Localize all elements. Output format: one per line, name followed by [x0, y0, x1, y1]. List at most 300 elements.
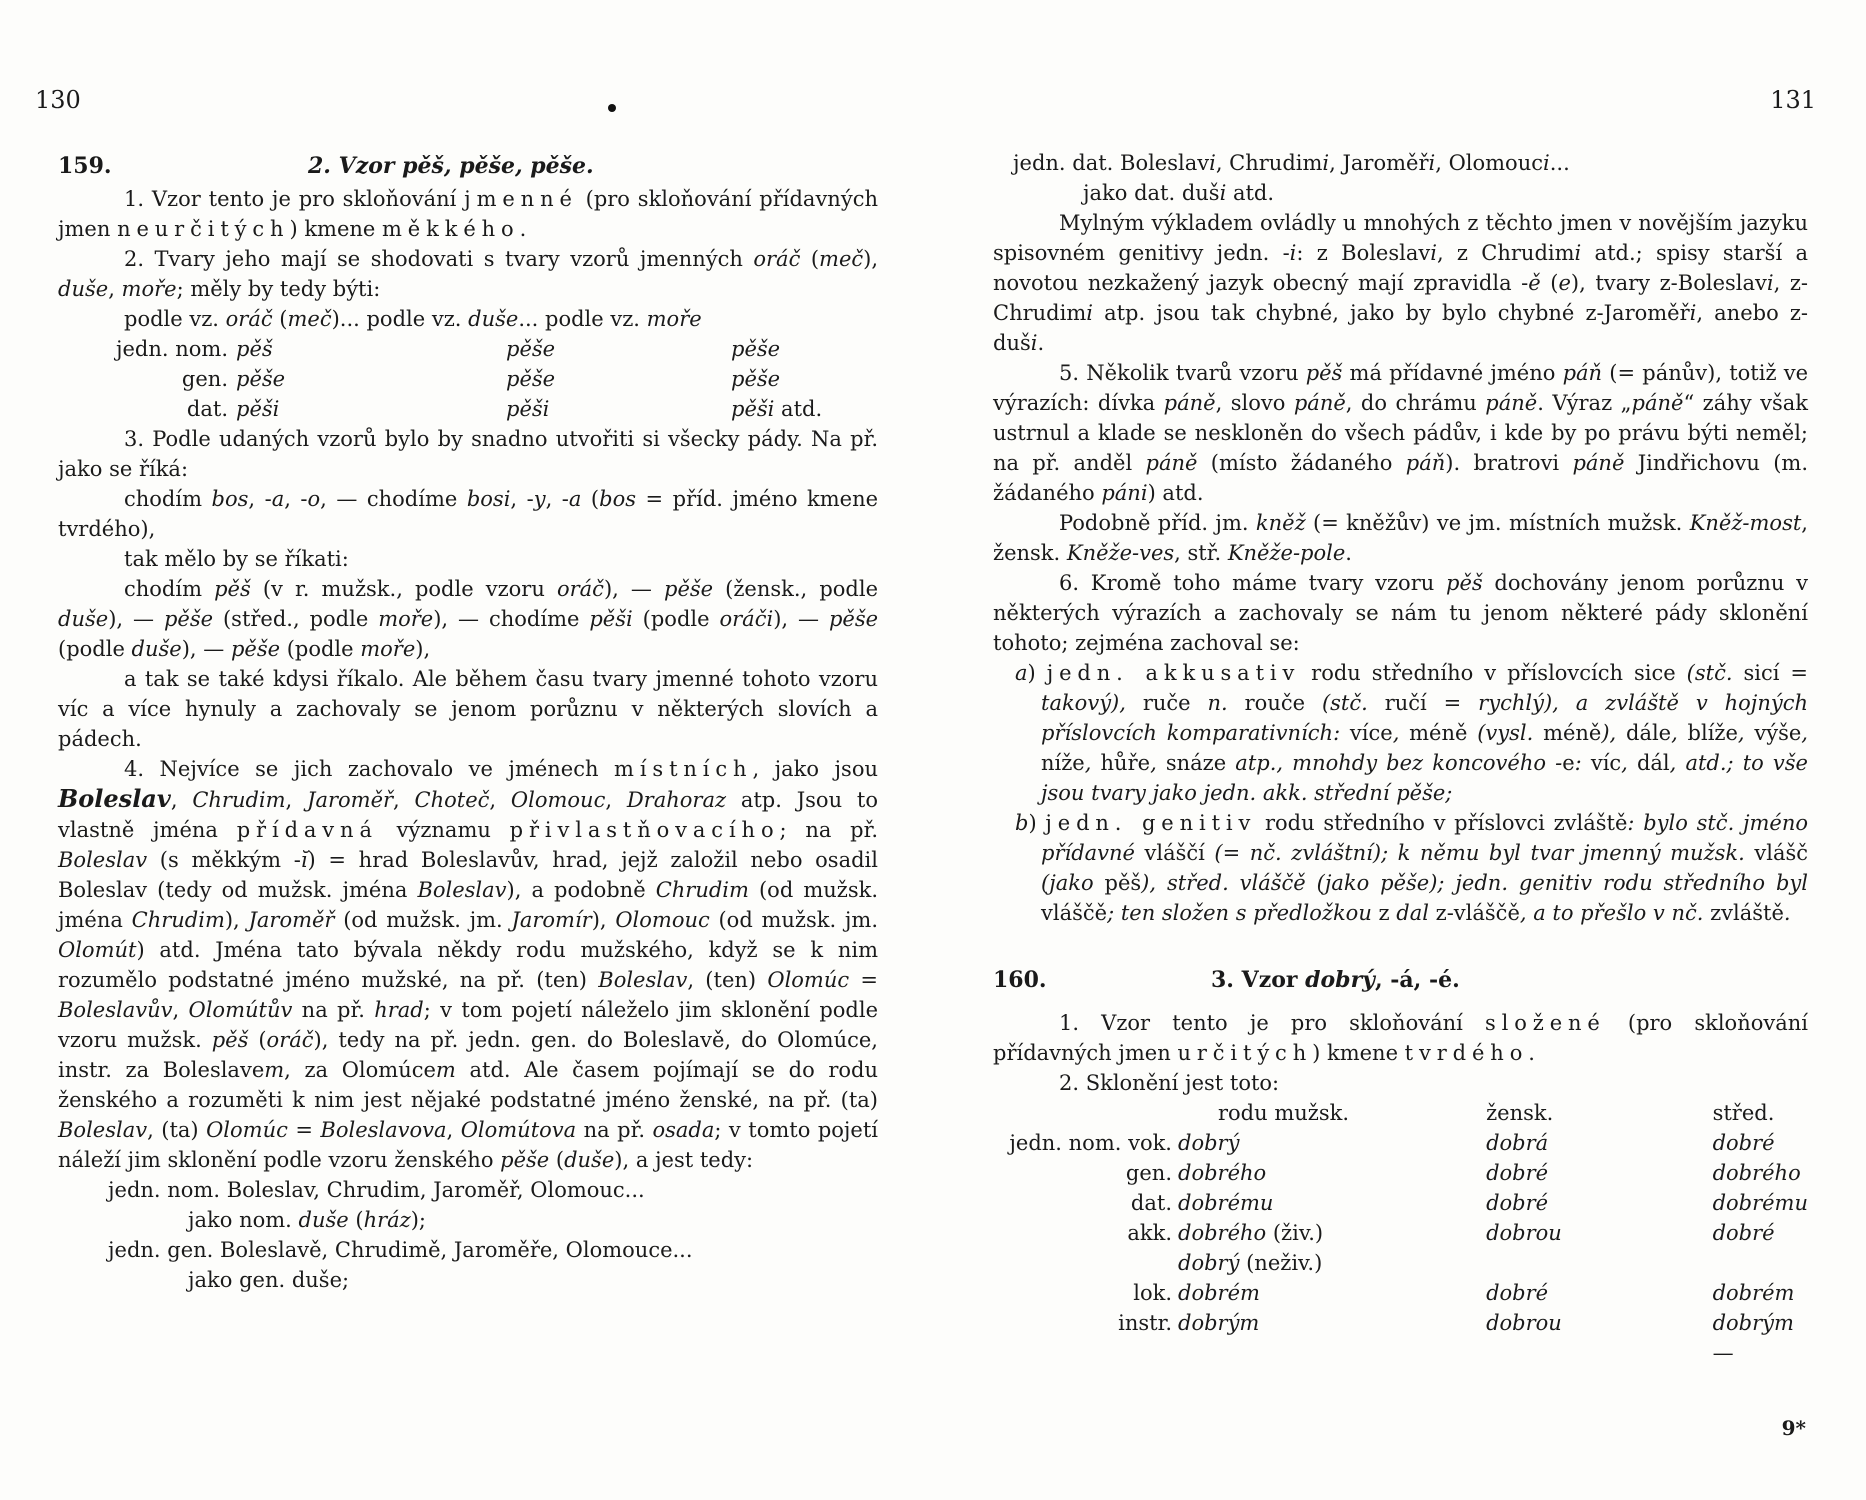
t: více [1349, 721, 1393, 745]
example-line: jako gen. duše; [188, 1268, 350, 1292]
paragraph-s2: 2. Sklonění jest toto: [1059, 1071, 1280, 1095]
table-cell [1466, 1188, 1700, 1218]
t-it: i [1543, 151, 1550, 175]
t-it: duše [58, 277, 109, 301]
t-it: , [1084, 751, 1101, 775]
case-label: dat. [1130, 1191, 1172, 1215]
t-it: b [1015, 811, 1029, 835]
case-label: lok. [1133, 1281, 1172, 1305]
table-cell [993, 1158, 1178, 1188]
table-cell [1466, 1158, 1700, 1188]
t-it: dal [1389, 901, 1436, 925]
t-it: Boleslavova [320, 1118, 447, 1142]
form: dobrým [1712, 1311, 1794, 1335]
t-it: pěš [211, 1028, 249, 1052]
t-it: , [1671, 721, 1688, 745]
t: (s měkkým - [147, 848, 301, 872]
section-159-heading [58, 148, 878, 184]
t: )... podle vz. [331, 307, 469, 331]
t: zvláště [1553, 811, 1628, 835]
t-it: Boleslavův [58, 998, 173, 1022]
t: , Jaroměř [1329, 151, 1429, 175]
form: dobrou [1486, 1221, 1562, 1245]
t: , [489, 788, 511, 812]
right-page-body [993, 148, 1808, 1368]
t-it: n. [1190, 691, 1245, 715]
table-cell [1178, 1218, 1466, 1248]
t-spaced: místních [614, 757, 753, 781]
t: , [285, 788, 308, 812]
t: , z Chrudim [1436, 241, 1575, 265]
t-it: hráz [363, 1208, 411, 1232]
table-cell [1701, 1308, 1808, 1368]
paragraph-3-example [58, 484, 878, 544]
t-it: Boleslav [58, 1118, 148, 1142]
t-it: oráč [225, 307, 273, 331]
t: , [108, 277, 122, 301]
t: atd. [774, 397, 823, 421]
t-it: (stč. [1305, 691, 1385, 715]
table-cell [1178, 1128, 1466, 1158]
t-it: Jaroměř [307, 788, 394, 812]
t: chodím [124, 577, 215, 601]
t-it: Olomouc [510, 788, 606, 812]
t: (místo žádaného [1197, 451, 1406, 475]
signature-mark: 9* [1781, 1416, 1806, 1440]
t-it: i [1689, 301, 1697, 325]
t-it: oráč [753, 247, 801, 271]
t: ), [863, 247, 879, 271]
t-it: : bylo stč. jméno přídavné [1041, 811, 1808, 865]
ink-dot [608, 104, 616, 112]
t: ; v tomto pojetí náleží jim sklonění podle vzoru ženského [58, 1118, 878, 1172]
paragraph-5b [993, 508, 1808, 568]
t: hůře [1100, 751, 1151, 775]
t: , [605, 788, 627, 812]
form: pěše [506, 367, 556, 391]
t-it: i [1219, 181, 1227, 205]
form: dobrého [1178, 1221, 1267, 1245]
table-row [108, 394, 822, 424]
t-it: moře [360, 637, 416, 661]
t-it: Olomút [58, 938, 137, 962]
t: (střed., podle [213, 607, 379, 631]
declension-table [993, 1098, 1808, 1368]
t: (v r. mužsk., podle vzoru [250, 577, 557, 601]
t-it: Boleslav [58, 784, 171, 813]
t-it: Olomúc [206, 1118, 288, 1142]
t: = [287, 1118, 321, 1142]
table-cell [993, 1128, 1178, 1158]
t: ), tvary z-Boleslav [1570, 271, 1767, 295]
t-it: atp., mnohdy bez koncového - [1226, 751, 1563, 775]
table-cell [1701, 1248, 1808, 1278]
form: pěši [236, 397, 280, 421]
t: na př. [292, 998, 375, 1022]
t-it: hrad [374, 998, 424, 1022]
form: dobré [1486, 1281, 1549, 1305]
example-line: jedn. nom. Boleslav, Chrudim, Jaroměř, Olomouc... [108, 1178, 645, 1202]
t: atd.; spisy starší a novotou nezkažený jazyk obecný mají zpravidla - [993, 241, 1808, 295]
table-cell [993, 1308, 1178, 1368]
t: má přídavné jméno [1342, 361, 1563, 385]
table-cell [1466, 1278, 1700, 1308]
t-it: (stč. [1675, 661, 1744, 685]
t: dál [1636, 751, 1670, 775]
t: ( [1540, 271, 1559, 295]
paragraph-5 [993, 358, 1808, 508]
t: jako nom. [188, 1208, 299, 1232]
t: sice [1634, 661, 1676, 685]
paragraph-2 [58, 244, 878, 304]
t-it: pěši [589, 607, 633, 631]
t: na př. [576, 1118, 653, 1142]
table-row [993, 1278, 1808, 1308]
t: , - [510, 487, 534, 511]
t-spaced: jedn. akkusativ [1046, 661, 1301, 685]
t: pěš [1104, 871, 1142, 895]
t-it: (jako [1041, 871, 1105, 895]
section-number: 159. [58, 153, 112, 179]
t: atd. Ale časem pojímají se do rodu ženského a rozuměti k nim jest nějaké podstatné jméno ženské, na př. (ta) [58, 1058, 879, 1112]
t-it: Boleslav [417, 878, 507, 902]
form: dobré [1712, 1221, 1775, 1245]
table-cell [1701, 1158, 1808, 1188]
t-spaced: neurčitých [117, 217, 290, 241]
table-cell [993, 1188, 1178, 1218]
t-it: Olomúc [767, 968, 850, 992]
t-it: i [1574, 241, 1582, 265]
t-spaced: měkkého [382, 217, 520, 241]
t-it: pěše [828, 607, 879, 631]
t: ) [1027, 661, 1047, 685]
t-spaced: tvrdého [1404, 1041, 1529, 1065]
t: , [446, 1118, 461, 1142]
t: ), tedy na př. jedn. gen. do Boleslavě, do Olomúce, instr. za Boleslave [58, 1028, 878, 1082]
t-it: páně [1145, 451, 1198, 475]
paragraph-6 [993, 568, 1808, 658]
t: snáze [1165, 751, 1227, 775]
t-it: Chrudim [192, 788, 286, 812]
table-cell [1701, 1278, 1808, 1308]
t: = [849, 968, 878, 992]
t-it: páně [1293, 391, 1346, 415]
table-row [993, 1158, 1808, 1188]
t-it: páně [1572, 451, 1625, 475]
column-header: žensk. [1486, 1101, 1554, 1125]
t: chodím [124, 487, 212, 511]
t-it: páně [1631, 391, 1684, 415]
t: dochovány jenom porůznu v některých výrazích a zachovaly se nám tu jenom některé pády sklonění tohoto; zejména zachoval se: [993, 571, 1808, 655]
table-cell [1466, 1248, 1700, 1278]
t-it: i [1030, 331, 1038, 355]
t: (od mužsk. jm. [709, 908, 879, 932]
t: ... [1549, 151, 1570, 175]
left-page-body [58, 148, 878, 1295]
t-it: ě [1528, 271, 1541, 295]
form: pěše [731, 367, 781, 391]
t-it: pěš [1305, 361, 1343, 385]
case-label: gen. [181, 367, 228, 391]
table-cell [1178, 1248, 1466, 1278]
t-it: páni [1101, 481, 1148, 505]
t-it: páň [1562, 361, 1603, 385]
t-it: bos [211, 487, 249, 511]
t-it: a [568, 487, 582, 511]
t-it: duše [131, 637, 182, 661]
t-it: pěš [1446, 571, 1483, 595]
t-it: , [1621, 751, 1637, 775]
t-it: Boleslav [598, 968, 688, 992]
table-cell [1178, 1308, 1466, 1368]
t: atp. jsou tak chybné, jako by bylo chybné z-Jaroměř [1092, 301, 1690, 325]
t-it: Jaroměř [248, 908, 335, 932]
section-title-text: 2. Vzor pěš, pěše, pěše. [308, 153, 594, 179]
t: významu [377, 818, 510, 842]
section-160-heading [993, 962, 1808, 998]
table-row [108, 334, 822, 364]
t: zvláště [1710, 901, 1784, 925]
t: sicí [1743, 661, 1780, 685]
case-label: akk. [1127, 1221, 1172, 1245]
t: níže [1041, 751, 1085, 775]
table-row [993, 1218, 1808, 1248]
t-it: Chrudim [131, 908, 225, 932]
example-line: jedn. gen. Boleslavě, Chrudimě, Jaroměře, Olomouce... [108, 1238, 693, 1262]
t: ), — chodíme [433, 607, 590, 631]
t: , (ten) [687, 968, 768, 992]
table-cell [1701, 1218, 1808, 1248]
t-it: moře [121, 277, 177, 301]
t-it: , [1801, 721, 1808, 745]
column-header: střed. [1712, 1101, 1775, 1125]
t: , slovo [1215, 391, 1294, 415]
form: dobrému [1712, 1191, 1808, 1215]
right-page [933, 0, 1866, 1500]
t: (pro skloňování přídavných jmen [993, 1011, 1808, 1065]
t-it: Olomouc [615, 908, 710, 932]
t: (pro skloňování přídavných jmen [58, 187, 878, 241]
form: pěše [236, 367, 286, 391]
t: ), [591, 908, 616, 932]
table-cell [993, 1218, 1178, 1248]
t: ). bratrovi [1445, 451, 1573, 475]
form: dobrému [1178, 1191, 1274, 1215]
t: , [170, 788, 193, 812]
paragraph-3-c: tak mělo by se říkati: [124, 547, 349, 571]
t-it: , [1150, 751, 1166, 775]
t: ), a podobně [506, 878, 656, 902]
table-cell [1178, 1158, 1466, 1188]
table-row [993, 1128, 1808, 1158]
example-line [58, 1205, 878, 1235]
t: (podle [280, 637, 361, 661]
t-it: (vysl. [1467, 721, 1544, 745]
case-label: instr. [1118, 1311, 1172, 1335]
form: pěši [731, 397, 775, 421]
form: pěše [731, 337, 781, 361]
example-line [993, 148, 1808, 178]
section-title [308, 148, 594, 184]
table-cell [1701, 1188, 1808, 1218]
t-it: , [1737, 721, 1755, 745]
t-spaced: určitých [1177, 1041, 1313, 1065]
t-it: i [1766, 271, 1774, 295]
t: 2. Tvary jeho mají se shodovati s tvary vzorů jmenných [124, 247, 754, 271]
t: atp. Jsou to vlastně jména [58, 788, 878, 842]
t: (= pánův), totiž ve výrazích: dívka [993, 361, 1808, 415]
t-it: pěše [664, 577, 714, 601]
t-it: ), střed. vláščě (jako pěše); jedn. genitiv rodu středního byl [1141, 871, 1808, 895]
form: dobré [1486, 1191, 1549, 1215]
form: dobré [1712, 1131, 1775, 1155]
t: ; v tom pojetí náleželo jim sklonění podle vzoru mužsk. [58, 998, 878, 1052]
t: , [172, 998, 189, 1022]
t-it: ; ten složen s předložkou [1107, 901, 1379, 925]
t: ) atd. Jména tato bývala někdy rodu mužského, když se k nim rozumělo podstatné jméno mužské, na př. (ten) [58, 938, 878, 992]
form: dobrého [1712, 1161, 1801, 1185]
form: dobrý [1178, 1251, 1240, 1275]
t: ... podle vz. [518, 307, 647, 331]
t-it: = takový), [1041, 661, 1808, 715]
t: = příd. jméno kmene tvrdého), [58, 487, 879, 541]
t: ruče [1142, 691, 1191, 715]
t: , - [545, 487, 569, 511]
t: (= kněžův) ve jm. místních mužsk. [1305, 511, 1690, 535]
t: Podobně příd. jm. [1059, 511, 1256, 535]
t: , - [248, 487, 272, 511]
t: 6. Kromě toho máme tvary vzoru [1059, 571, 1446, 595]
t-it: meč [819, 247, 864, 271]
t: ), — [773, 607, 829, 631]
t: výše [1754, 721, 1802, 745]
t: (žensk., podle [713, 577, 879, 601]
t: , - [284, 487, 308, 511]
t-it: (= nč. zvláštní); k němu byl tvar jmenný mužsk. [1204, 841, 1755, 865]
t-it: pěš [214, 577, 251, 601]
t: ( [248, 1028, 267, 1052]
t: ), — [181, 637, 231, 661]
t-it: moře [378, 607, 434, 631]
t-it: Chrudim [655, 878, 749, 902]
t: vláščí [1144, 841, 1205, 865]
table-cell [1178, 1278, 1466, 1308]
t: 3. Vzor [1211, 967, 1306, 993]
form: pěše [506, 337, 556, 361]
t: z [1378, 901, 1390, 925]
t: ( [800, 247, 820, 271]
t: Jindřichovu (m. žádaného [993, 451, 1808, 505]
form: dobré [1486, 1161, 1549, 1185]
t-it: e [1558, 271, 1571, 295]
t: ), a jest tedy: [614, 1148, 754, 1172]
form: pěši [506, 397, 550, 421]
t-it: a [1015, 661, 1028, 685]
t: 1. Vzor tento je pro skloňování [1059, 1011, 1485, 1035]
t-it: m [264, 1058, 285, 1082]
t: jedn. dat. Boleslav [1013, 151, 1210, 175]
t-it: , atd.; to vše jsou tvary jako jedn. akk. střední pěše; [1041, 751, 1808, 805]
t: rodu středního v příslovcích [1300, 661, 1635, 685]
t: ); [410, 1208, 427, 1232]
spacer [993, 928, 1808, 962]
t-it: duše [564, 1148, 615, 1172]
section-number: 160. [993, 967, 1047, 993]
t: víc [1590, 751, 1622, 775]
t-it: duše [298, 1208, 349, 1232]
form: pěš [236, 337, 273, 361]
t-it: Olomútova [460, 1118, 577, 1142]
t-it: oráč [266, 1028, 314, 1052]
t: , anebo z-duš [993, 301, 1808, 355]
table-header-row [993, 1098, 1808, 1128]
t-it: : [1574, 751, 1591, 775]
page-number-left: 130 [35, 86, 81, 114]
list-item-b [993, 808, 1808, 928]
t: atd. [1226, 181, 1275, 205]
t-it: i [1086, 301, 1093, 325]
t: ( [549, 1148, 565, 1172]
form: dobrém [1712, 1281, 1795, 1305]
table-row [993, 1248, 1808, 1278]
table-cell [993, 1248, 1178, 1278]
t: vláščě [1041, 901, 1108, 925]
t: , jako jsou [752, 757, 878, 781]
t: rodu středního v příslovci [1256, 811, 1554, 835]
table-cell [1466, 1128, 1700, 1158]
t-it: Boleslav [58, 848, 148, 872]
t-spaced: jmenné [464, 187, 578, 211]
t: ) kmene [1312, 1041, 1405, 1065]
t-it: páně [1163, 391, 1216, 415]
t: ( [581, 487, 600, 511]
t: . Výraz „ [1537, 391, 1632, 415]
t: podle vz. [124, 307, 226, 331]
t-it: duše [58, 607, 109, 631]
t-it: Kněže-ves [1066, 541, 1175, 565]
t: . [1345, 541, 1352, 565]
t: , za Olomúce [284, 1058, 436, 1082]
t: , Chrudim [1215, 151, 1323, 175]
t: ) = hrad Boleslavův, hrad, jejž založil nebo osadil Boleslav (tedy od mužsk. jména [58, 848, 878, 902]
case-label: jedn. nom. [115, 337, 228, 361]
t: 5. Několik tvarů vzoru [1059, 361, 1306, 385]
t: , z-Chrudim [993, 271, 1808, 325]
t: , žensk. [993, 511, 1808, 565]
t: (od mužsk. jm. [334, 908, 512, 932]
case-label: dat. [186, 397, 228, 421]
t: , Olomouc [1435, 151, 1543, 175]
t-it: , a to přešlo v nč. [1519, 901, 1711, 925]
table-cell [1178, 1188, 1466, 1218]
paragraph-s1 [993, 1008, 1808, 1068]
form: dobrý [1178, 1131, 1240, 1155]
t-it: = rychlý), a zvláště v hojných příslovcích komparativních: [1041, 691, 1808, 745]
form: dobrou [1486, 1311, 1562, 1335]
table-row [993, 1308, 1808, 1368]
page-number-right: 131 [1770, 86, 1816, 114]
t-it: Jaromír [511, 908, 592, 932]
t: (od mužsk. jména [58, 878, 878, 932]
t-it: Kněže-pole [1227, 541, 1346, 565]
paragraph-3-e: a tak se také kdysi říkalo. Ale během času tvary jmenné tohoto vzoru víc a více hynuly a zachovaly se jenom porůznu v některých slovích a pádech. [58, 667, 878, 751]
t-spaced: složené [1484, 1011, 1606, 1035]
t: méně [1409, 721, 1468, 745]
t: , — chodíme [320, 487, 467, 511]
column-header: rodu mužsk. [1218, 1101, 1350, 1125]
t: ), — [603, 577, 664, 601]
t: ( [272, 307, 288, 331]
